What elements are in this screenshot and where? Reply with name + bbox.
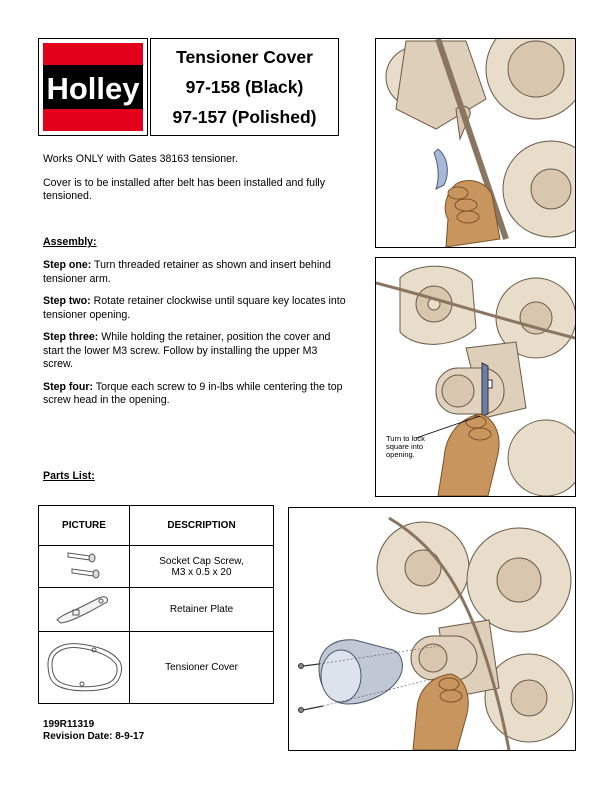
step-one: Step one: Turn threaded retainer as shown and insert behind tensioner arm. (43, 259, 331, 285)
callout-line-1: Turn to lock (386, 434, 425, 443)
cover-part (319, 640, 402, 704)
part-number-polished: 97-157 (Polished) (172, 107, 317, 127)
assembly-heading: Assembly: (43, 236, 97, 248)
table-header-row (39, 506, 274, 546)
compatibility-note: Works ONLY with Gates 38163 tensioner. (43, 153, 238, 165)
svg-text:Turn to lock square into (386, 434, 427, 459)
document-part-number: 199R11319 (43, 719, 95, 730)
socket-screw-icon (54, 547, 114, 583)
intro-text (43, 153, 353, 204)
assembly-steps (43, 259, 348, 408)
logo-text: Holley (46, 71, 140, 106)
step-four: Step four: Torque each screw to 9 in-lbs while centering the top screw head in the opening. (43, 380, 343, 406)
footer (43, 719, 144, 743)
parts-list-heading: Parts List: (43, 470, 95, 482)
step-two: Step two: Rotate retainer clockwise until square key locates into tensioner opening. (43, 295, 346, 321)
parts-table (38, 505, 274, 704)
retainer-plate-description: Retainer Plate (130, 588, 274, 632)
holley-logo (38, 38, 148, 136)
table-row (39, 546, 274, 588)
table-row (39, 588, 274, 632)
callout-line-2: square into (386, 442, 424, 451)
title-block (150, 38, 339, 136)
description-column-header: DESCRIPTION (130, 506, 274, 546)
picture-column-header: PICTURE (39, 506, 130, 546)
tensioner-cover-icon (42, 634, 126, 698)
screw-picture (39, 546, 130, 588)
screw-description: Socket Cap Screw, M3 x 0.5 x 20 (130, 546, 274, 588)
figure-retainer-lock (375, 257, 576, 497)
table-row (39, 632, 274, 704)
figure-retainer-insertion (375, 38, 576, 248)
product-title: Tensioner Cover (176, 47, 313, 67)
figure-cover-installation (288, 507, 576, 751)
tensioner-cover-picture (39, 632, 130, 704)
tensioner-cover-description: Tensioner Cover (130, 632, 274, 704)
revision-date: Revision Date: 8-9-17 (43, 731, 145, 742)
part-number-black: 97-158 (Black) (185, 77, 304, 97)
callout-line-3: opening. (386, 450, 415, 459)
step-three: Step three: While holding the retainer, position the cover and start the lower M3 screw. Follow by installing the upper M3 screw. (43, 331, 331, 370)
retainer-plate-icon (49, 590, 119, 626)
installation-note: Cover is to be installed after belt has been installed and fully tensioned. (43, 176, 326, 202)
retainer-plate-picture (39, 588, 130, 632)
